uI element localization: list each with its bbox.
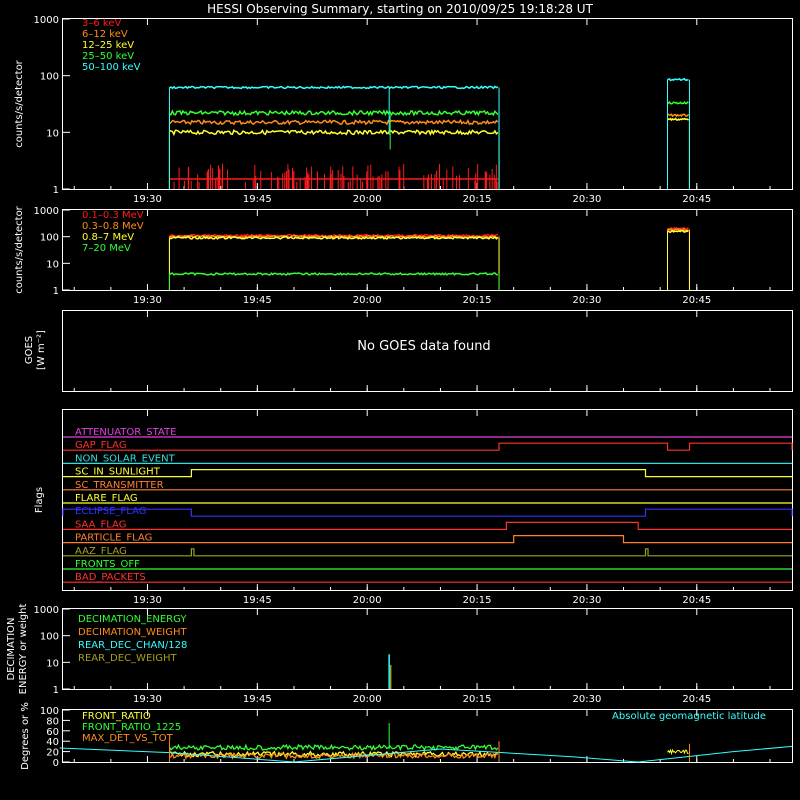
p5-xtick-label: 20:00 xyxy=(352,694,382,705)
p4-xtick-label: 20:45 xyxy=(682,595,712,606)
panel2-frame xyxy=(63,210,793,291)
p4-xtick-label: 20:30 xyxy=(572,595,602,606)
p1-xtick-label: 20:45 xyxy=(682,194,712,205)
p2-ytick-label: 10 xyxy=(46,259,59,271)
flag-line xyxy=(63,522,792,529)
p5-ylabel: DECIMATION xyxy=(6,617,17,681)
chart-title: HESSI Observing Summary, starting on 2010/09/25 19:18:28 UT xyxy=(207,2,593,16)
flag-label: PARTICLE_FLAG xyxy=(75,532,153,544)
p1-xtick-label: 19:45 xyxy=(242,194,272,205)
p1-xtick-label: 20:30 xyxy=(572,194,602,205)
flag-line xyxy=(63,549,792,556)
p5-legend-item: DECIMATION_ENERGY xyxy=(78,614,187,625)
no-goes-message: No GOES data found xyxy=(357,339,491,354)
p4-ylabel: Flags xyxy=(34,486,45,514)
geomag-latitude-label: Absolute geomagnetic latitude xyxy=(612,711,766,722)
p2-legend-item: 0.8–7 MeV xyxy=(82,232,135,243)
flag-label: ATTENUATOR_STATE xyxy=(75,427,177,438)
p2-xtick-label: 20:15 xyxy=(462,295,492,306)
p6-ytick-label: 80 xyxy=(46,716,59,728)
p6-legend-item: MAX_DET_VS_TOT xyxy=(82,733,173,744)
p2-legend-item: 0.1–0.3 MeV xyxy=(82,210,144,221)
p5-xtick-label: 20:45 xyxy=(682,694,712,705)
p2-ytick-label: 1000 xyxy=(33,206,59,217)
p5-xtick-label: 19:30 xyxy=(133,694,162,705)
p1-series-line xyxy=(169,111,498,115)
flag-label: GAP_FLAG xyxy=(75,440,127,452)
p1-series-line xyxy=(668,114,689,116)
p2-xtick-label: 20:30 xyxy=(572,295,602,306)
p2-series-line xyxy=(169,273,498,275)
p1-series-line xyxy=(169,120,498,124)
p4-xtick-label: 20:00 xyxy=(352,595,382,606)
p2-legend-item: 7–20 MeV xyxy=(82,243,131,254)
p1-legend-item: 25–50 keV xyxy=(82,51,135,62)
p6-ytick-label: 60 xyxy=(46,726,59,738)
p6-ylabel: Degrees or % xyxy=(20,702,31,770)
p5-ytick-label: 1 xyxy=(52,685,59,696)
flag-label: FLARE_FLAG xyxy=(75,493,138,504)
p4-xtick-label: 20:15 xyxy=(462,595,492,606)
p5-xtick-label: 20:15 xyxy=(462,694,492,705)
p2-xtick-label: 19:45 xyxy=(242,295,272,306)
flag-line xyxy=(63,443,792,450)
p5-legend-item: REAR_DEC_CHAN/128 xyxy=(78,640,188,651)
p5-ytick-label: 1000 xyxy=(33,605,59,616)
p5-legend-item: REAR_DEC_WEIGHT xyxy=(78,653,177,664)
p5-ytick-label: 10 xyxy=(46,658,59,670)
flag-label: SC_TRANSMITTER xyxy=(75,479,164,491)
p6-legend-item: FRONT_RATIO xyxy=(82,711,151,722)
p1-series-line xyxy=(668,79,689,81)
flag-label: SC_IN_SUNLIGHT xyxy=(75,466,160,478)
p1-legend-item: 12–25 keV xyxy=(82,40,135,51)
p1-xtick-label: 20:00 xyxy=(352,194,382,205)
p4-xtick-label: 19:45 xyxy=(242,595,272,606)
p5-legend-item: DECIMATION_WEIGHT xyxy=(78,627,187,638)
p1-series-line xyxy=(668,119,689,121)
p1-ytick-label: 10 xyxy=(46,128,59,140)
p3-ylabel-units: [W m⁻²] xyxy=(36,330,47,370)
p6-ytick-label: 20 xyxy=(46,747,59,759)
p6-ytick-label: 100 xyxy=(39,706,59,717)
p1-series-line xyxy=(169,86,498,88)
flag-label: ECLIPSE_FLAG xyxy=(75,506,147,518)
p2-legend-item: 0.3–0.8 MeV xyxy=(82,221,144,232)
p1-xtick-label: 20:15 xyxy=(462,194,492,205)
p6-legend-item: FRONT_RATIO_1225 xyxy=(82,722,182,733)
p6-series-line xyxy=(668,750,689,754)
p6-ytick-label: 0 xyxy=(52,758,59,769)
p5-xtick-label: 19:45 xyxy=(242,694,272,705)
p1-legend-item: 6–12 keV xyxy=(82,29,128,40)
p2-xtick-label: 20:45 xyxy=(682,295,712,306)
flag-label: FRONTS_OFF xyxy=(75,559,140,570)
flag-label: BAD_PACKETS xyxy=(75,572,146,584)
p1-series-line xyxy=(169,130,498,134)
flag-label: NON_SOLAR_EVENT xyxy=(75,453,175,465)
flag-line xyxy=(63,509,792,516)
flag-line xyxy=(63,536,792,543)
p1-ytick-label: 100 xyxy=(39,71,59,83)
p2-ytick-label: 100 xyxy=(39,232,59,244)
flag-label: SAA_FLAG xyxy=(75,519,127,531)
p5-ylabel-2: ENERGY or weight xyxy=(18,603,29,695)
p1-series-line xyxy=(668,102,689,104)
p5-xtick-label: 20:30 xyxy=(572,694,602,705)
p2-xtick-label: 20:00 xyxy=(352,295,382,306)
p4-xtick-label: 19:30 xyxy=(133,595,162,606)
p3-ylabel: GOES xyxy=(24,335,35,365)
p5-ytick-label: 100 xyxy=(39,631,59,643)
p2-ytick-label: 1 xyxy=(52,286,59,297)
p1-ytick-label: 1000 xyxy=(33,15,59,26)
p1-xtick-label: 19:30 xyxy=(133,194,162,205)
p1-legend-item: 3–6 keV xyxy=(82,18,122,29)
flag-line xyxy=(63,470,792,477)
p6-ytick-label: 40 xyxy=(46,737,59,749)
p1-legend-item: 50–100 keV xyxy=(82,62,141,73)
p2-ylabel: counts/s/detector xyxy=(14,206,25,294)
p1-ytick-label: 1 xyxy=(52,185,59,196)
flag-label: AAZ_FLAG xyxy=(75,545,127,557)
p2-xtick-label: 19:30 xyxy=(133,295,162,306)
p1-ylabel: counts/s/detector xyxy=(14,60,25,148)
